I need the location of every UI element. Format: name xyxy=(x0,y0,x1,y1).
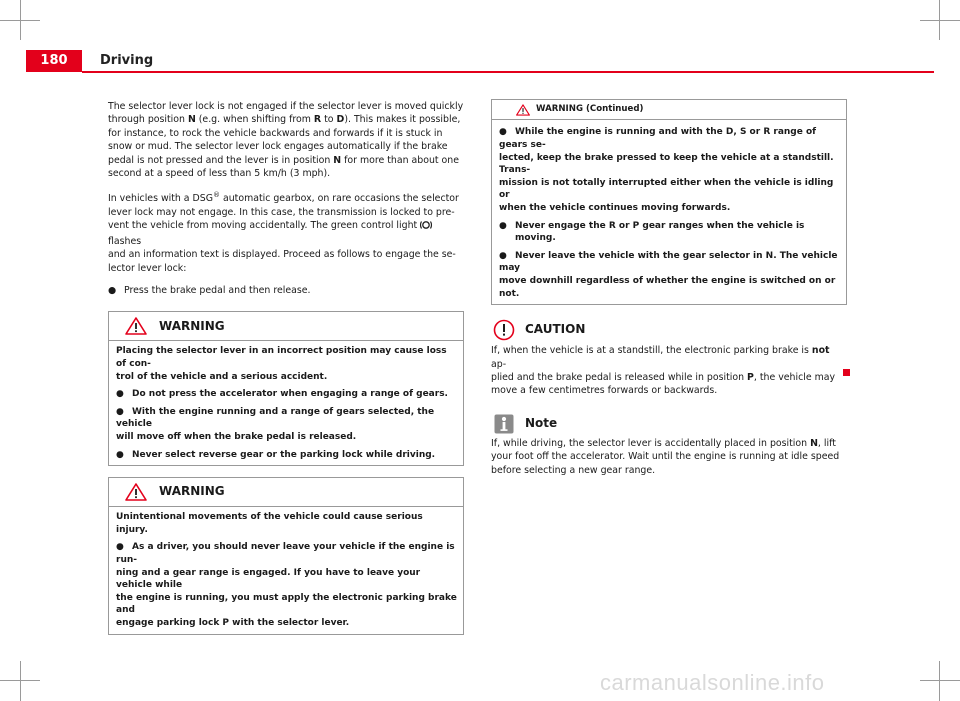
warning-continued-title: WARNING (Continued) xyxy=(536,104,644,114)
crop-mark xyxy=(20,0,21,40)
warning-header xyxy=(109,478,463,507)
crop-mark xyxy=(939,661,940,701)
caution-text: If, when the vehicle is at a standstill, the electronic parking brake is not ap- plied and the brake pedal is released while in position P, the vehicle may move a few centimetres forwards or backwards. xyxy=(491,345,836,397)
bullet-icon: ● xyxy=(116,542,124,553)
warning-box xyxy=(108,477,464,634)
list-item: ● Do not press the accelerator when engaging a range of gears. xyxy=(116,389,448,400)
warning-body xyxy=(109,507,463,633)
bullet-icon: ● xyxy=(116,449,124,460)
caution-section xyxy=(491,319,847,398)
list-item: ● Never select reverse gear or the parking lock while driving. xyxy=(116,449,436,460)
list-item: ● Press the brake pedal and then release. xyxy=(108,285,311,296)
warning-title: WARNING xyxy=(159,484,225,499)
bullet-icon: ● xyxy=(499,220,507,231)
warning-intro: Unintentional movements of the vehicle could cause serious injury. xyxy=(116,512,423,535)
note-text: If, while driving, the selector lever is accidentally placed in position N, lift your foot off the accelerator. Wait until the engine is running at idle speed before selecting a new gear range. xyxy=(491,437,840,476)
warning-intro: Placing the selector lever in an incorrect position may cause loss of con- trol of the vehicle and a serious accident. xyxy=(116,346,447,382)
crop-mark xyxy=(939,0,940,40)
warning-continued-header xyxy=(492,100,846,120)
crop-mark xyxy=(20,661,21,701)
page-number: 180 xyxy=(26,50,82,72)
warning-box xyxy=(108,311,464,466)
section-end-marker xyxy=(843,369,850,376)
note-title: Note xyxy=(525,416,558,431)
section-title: Driving xyxy=(100,53,154,68)
caution-header xyxy=(491,319,847,341)
warning-body xyxy=(492,120,846,304)
control-light-icon xyxy=(420,220,432,234)
bullet-icon: ● xyxy=(116,389,124,400)
note-header xyxy=(491,414,847,434)
paragraph-dsg: In vehicles with a DSG® automatic gearbox, on rare occasions the selector lever lock may not engage. In this case, the transmission is locked to pre- vent the vehicle from moving accidentally. The green control light flashes and an information text is displayed. Proceed as follows to engage the se- lector lever lock: xyxy=(108,191,459,274)
list-item: ● While the engine is running and with the D, S or R range of gears se- lected, keep the brake pressed to keep the vehicle at a standstill. Trans- mission is not totally interrupted either when the vehicle is idling or when the vehicle continues moving forwards. xyxy=(499,127,834,213)
warning-triangle-icon xyxy=(516,104,530,116)
warning-body xyxy=(109,341,463,465)
warning-triangle-icon xyxy=(125,483,147,501)
list-item: ● As a driver, you should never leave your vehicle if the engine is run- ning and a gear range is engaged. If you have to leave your vehicle while the engine is running, you must apply the electronic parking brake and engage parking lock P with the selector lever. xyxy=(116,542,457,628)
bullet-icon: ● xyxy=(499,127,507,138)
note-icon xyxy=(494,414,514,434)
list-item: ● Never leave the vehicle with the gear selector in N. The vehicle may move downhill regardless of whether the engine is switched on or not. xyxy=(499,250,838,299)
header-rule xyxy=(82,71,934,73)
right-column xyxy=(491,99,847,477)
crop-mark xyxy=(920,20,960,21)
page-header xyxy=(0,44,960,72)
bullet-icon: ● xyxy=(108,285,117,296)
left-column xyxy=(108,100,464,635)
bullet-icon: ● xyxy=(116,406,124,417)
warning-continued-box xyxy=(491,99,847,305)
bullet-icon: ● xyxy=(499,250,507,261)
watermark: carmanualsonline.info xyxy=(600,670,825,695)
note-section xyxy=(491,414,847,477)
crop-mark xyxy=(920,680,960,681)
paragraph-selector-lock: The selector lever lock is not engaged if the selector lever is moved quickly through position N (e.g. when shifting from R to D). This makes it possible, for instance, to rock the vehicle backwards and forwards if it is stuck in snow or mud. The selector lever lock engages automatically if the brake pedal is not pressed and the lever is in position N for more than about one second at a speed of less than 5 km/h (3 mph). xyxy=(108,101,464,180)
list-item: ● Never engage the R or P gear ranges when the vehicle is moving. xyxy=(499,220,805,244)
warning-triangle-icon xyxy=(125,317,147,335)
list-item: ● With the engine running and a range of gears selected, the vehicle will move off when the brake pedal is released. xyxy=(116,406,435,442)
warning-header xyxy=(109,312,463,341)
caution-icon xyxy=(493,319,515,341)
warning-title: WARNING xyxy=(159,318,225,333)
caution-title: CAUTION xyxy=(525,322,586,337)
